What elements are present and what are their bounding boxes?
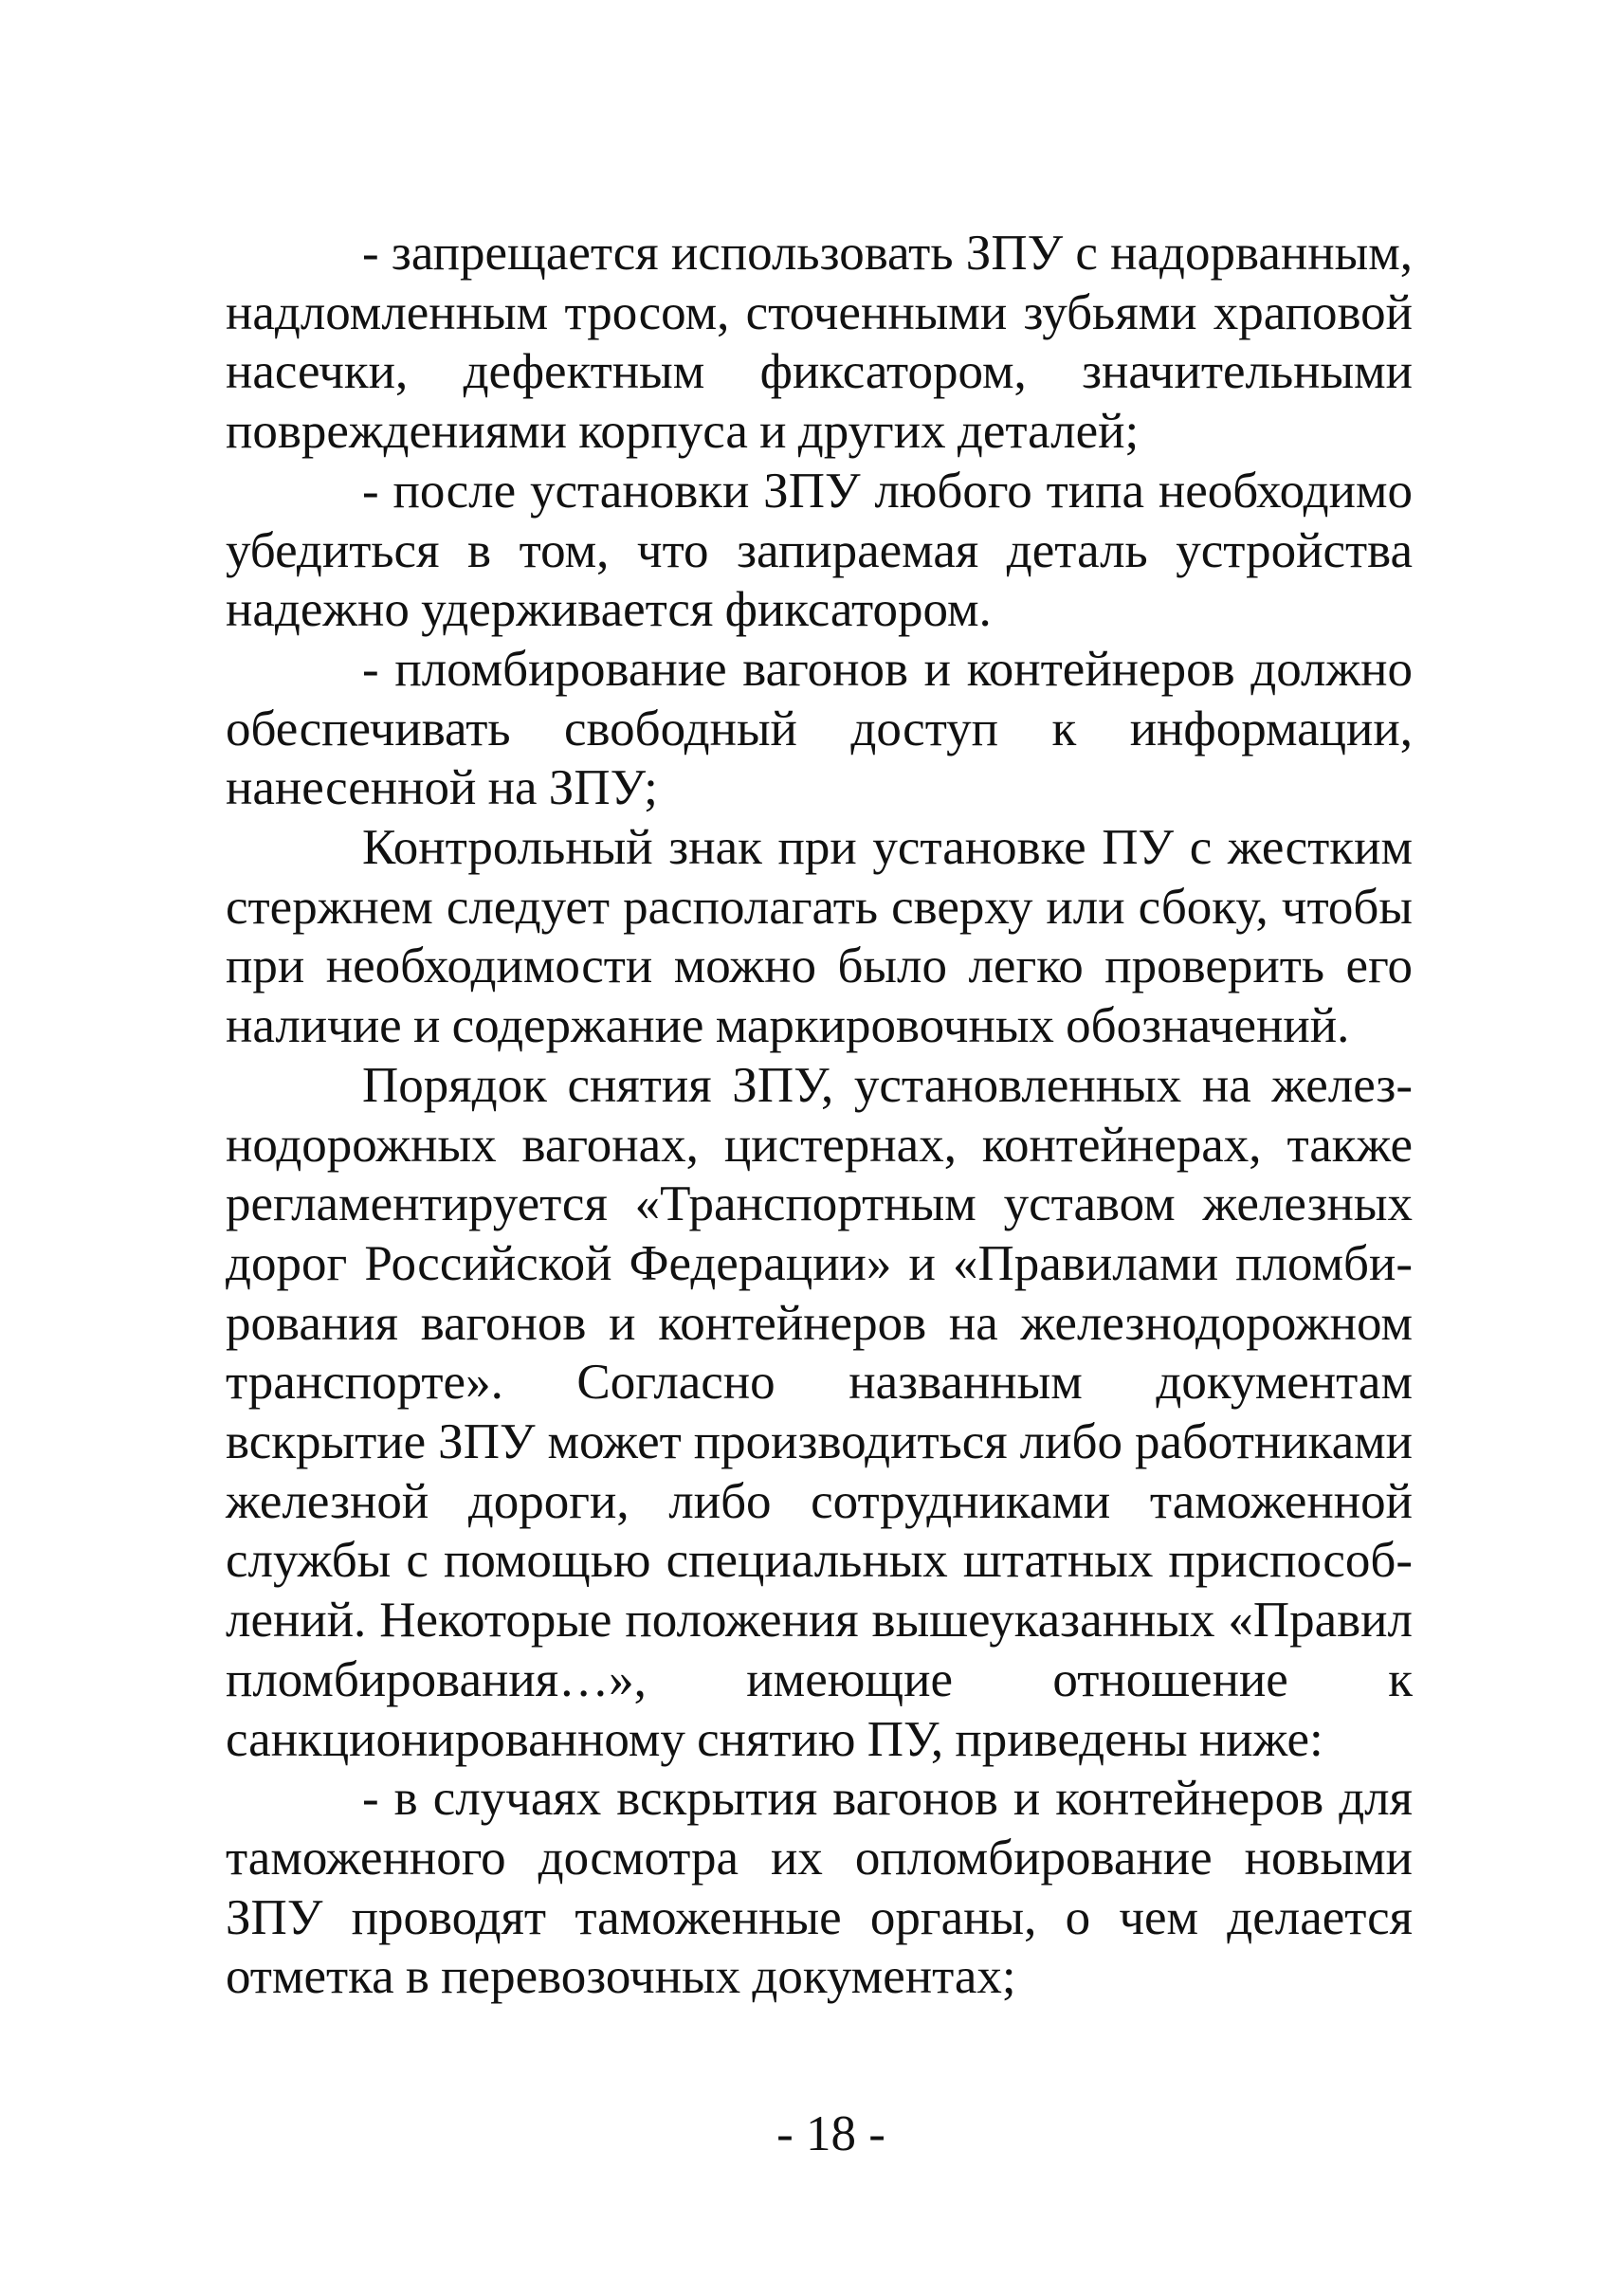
page-number: - 18 -: [776, 2106, 885, 2161]
paragraph-3: - пломбирование вагонов и контейнеров должно обеспечивать свободный доступ к информации, нанесенной на ЗПУ;: [226, 641, 1413, 816]
paragraph-5: Порядок снятия ЗПУ, установленных на железнодорожных вагонах, цистернах, контейнерах, также регламентируется «Транспортным уставом железных дорог Российской Федерации» и «Правилами пломбирования вагонов и контейнеров на железнодорожном транспорте». Согласно названным документам вскрытие ЗПУ может производиться либо работниками железной дороги, либо сотрудниками таможенной службы с помощью специальных штатных приспособлений. Некоторые положения вышеуказанных «Правил пломбирования…», имеющие отношение к санкционированному снятию ПУ, приведены ниже:: [226, 1057, 1413, 1767]
paragraph-2: - после установки ЗПУ любого типа необходимо убедиться в том, что запираемая деталь устройства надежно удерживается фиксатором.: [226, 463, 1413, 638]
paragraph-6: - в случаях вскрытия вагонов и контейнеров для таможенного досмотра их опломбирование новыми ЗПУ проводят таможенные органы, о чем делается отметка в перевозочных документах;: [226, 1771, 1413, 2005]
paragraph-4: Контрольный знак при установке ПУ с жестким стержнем следует располагать сверху или сбоку, чтобы при необходимости можно было легко проверить его наличие и содержание маркировочных обозначений.: [226, 820, 1413, 1054]
paragraph-1: - запрещается использовать ЗПУ с надорванным, надломленным тросом, сточенными зубьями храповой насечки, дефектным фиксатором, значительными повреждениями корпуса и других деталей;: [226, 226, 1413, 460]
page-body: [226, 224, 1413, 2007]
